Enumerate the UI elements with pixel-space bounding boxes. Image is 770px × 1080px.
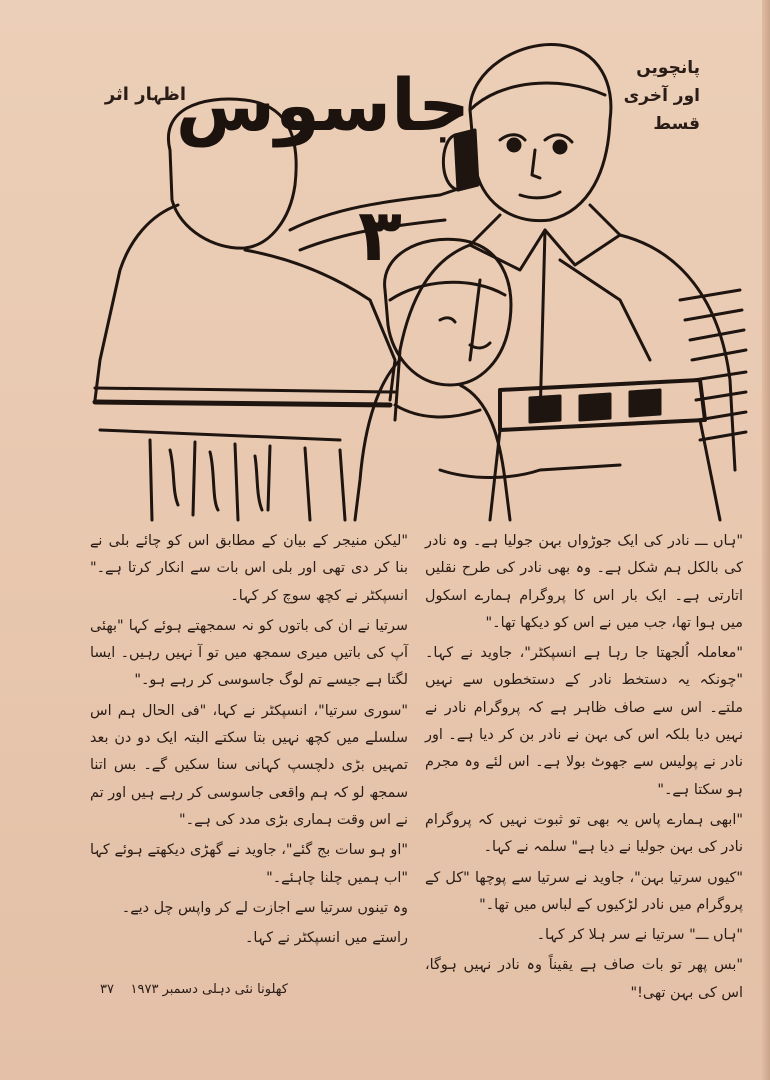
paragraph: "سوری سرتیا"، انسپکٹر نے کہا، "فی الحال ہم اس سلسلے میں کچھ نہیں بتا سکتے البتہ ایک دو دن بعد تمہیں بڑی دلچسپ کہانی سنا سکیں گے۔ بس اتنا سمجھ لو کہ ہم واقعی جاسوسی کر رہے ہیں اور تم نے اس وقت ہماری بڑی مدد کی ہے۔" [90, 702, 408, 828]
episode-line-1: پانچویں [636, 58, 700, 78]
episode-label [580, 54, 700, 134]
story-title: جاسوس ۳ [175, 63, 470, 277]
paragraph: "ہاں ـــ" سرتیا نے سر ہلا کر کہا۔ [536, 927, 743, 944]
paragraph: راستے میں انسپکٹر نے کہا۔ [244, 930, 408, 947]
page-number: ۳۷ [100, 982, 114, 997]
paragraph: "ابھی ہمارے پاس یہ بھی تو ثبوت نہیں کہ پروگرام نادر کی بہن جولیا نے دیا ہے" سلمہ نے کہا۔ [425, 811, 743, 856]
publication-info: کھلونا نئی دہلی دسمبر ۱۹۷۳ [130, 982, 288, 997]
paragraph: سرتیا نے ان کی باتوں کو نہ سمجھتے ہوئے کہا "بھئی آپ کی باتیں میری سمجھ میں تو آ نہیں رہیں۔ ایسا لگتا ہے جیسے تم لوگ جاسوسی کر رہے ہو۔" [90, 617, 408, 689]
paragraph: وہ تینوں سرتیا سے اجازت لے کر واپس چل دیے۔ [121, 899, 408, 916]
paragraph: "لیکن منیجر کے بیان کے مطابق اس کو چائے بلی نے بنا کر دی تھی اور بلی اس بات سے انکار کرتا ہے۔" انسپکٹر نے کچھ سوچ کر کہا۔ [90, 533, 408, 604]
author-name: اظہار اثر [104, 84, 186, 105]
page-footer [100, 982, 330, 1004]
paragraph: "کیوں سرتیا بہن"، جاوید نے سرتیا سے پوچھا "کل کے پروگرام میں نادر لڑکیوں کے لباس میں تھا۔" [425, 869, 743, 913]
episode-line-2: اور آخری قسط [623, 86, 700, 134]
paragraph: "معاملہ اُلجھتا جا رہا ہے انسپکٹر"، جاوید نے کہا۔ "چونکہ یہ دستخط نادر کے دستخطوں سے نہیں ملتے۔ اس سے صاف ظاہر ہے کہ پروگرام نادر نے نہیں دیا بلکہ اس کی بہن نے نادر بن کر دیا ہے۔ اور نادر نے پولیس سے جھوٹ بولا ہے۔ اس لئے وہ مجرم ہو سکتا ہے۔" [425, 645, 743, 798]
text-column-right [425, 528, 743, 1001]
paragraph: "او ہو سات بج گئے"، جاوید نے گھڑی دیکھتے ہوئے کہا "اب ہمیں چلنا چاہئے۔" [90, 842, 408, 886]
paragraph: "بس پھر تو بات صاف ہے یقیناً وہ نادر نہیں ہوگا، اس کی بہن تھی!" [425, 957, 743, 1001]
text-column-left [90, 528, 408, 968]
paragraph: "ہاں ـــ نادر کی ایک جوڑواں بہن جولیا ہے۔ وہ نادر کی بالکل ہم شکل ہے۔ وہ بھی نادر کی طرح نقلیں اتارتی ہے۔ ایک بار اس کا پروگرام ہمارے اسکول میں ہوا تھا، جب میں نے اس کو دیکھا تھا۔" [425, 533, 743, 631]
